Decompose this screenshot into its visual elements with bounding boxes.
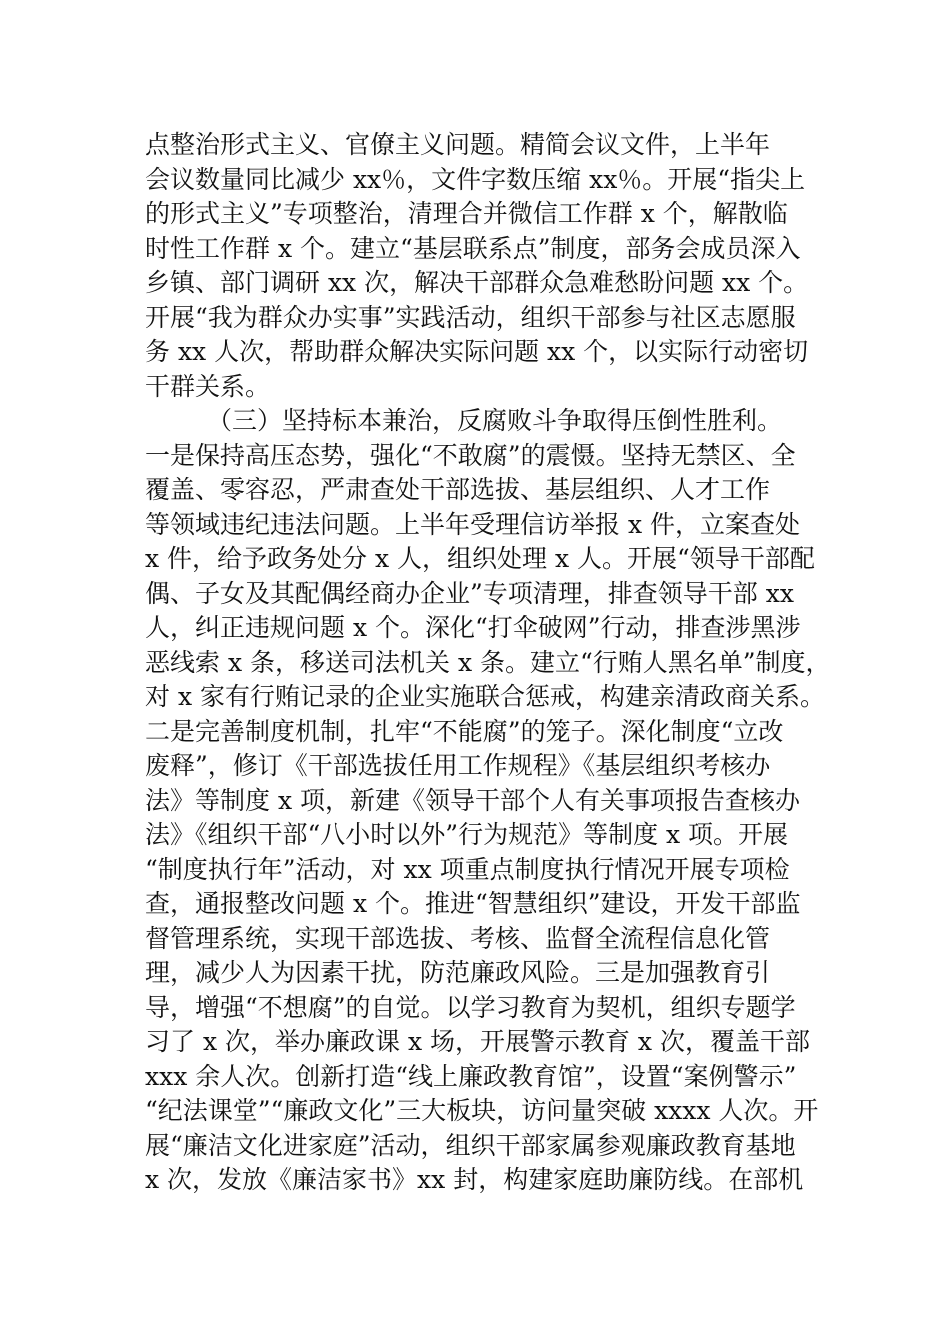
paragraph-line: x 次，发放《廉洁家书》xx 封，构建家庭助廉防线。在部机 bbox=[145, 1165, 804, 1194]
paragraph-line: 法》等制度 x 项，新建《领导干部个人有关事项报告查核办 bbox=[145, 785, 800, 815]
paragraph-line: 恶线索 x 条，移送司法机关 x 条。建立“行贿人黑名单”制度， bbox=[145, 647, 831, 677]
paragraph-line: 人，纠正违规问题 x 个。深化“打伞破网”行动，排查涉黑涉 bbox=[145, 613, 801, 642]
paragraph-line: 习了 x 次，举办廉政课 x 场，开展警示教育 x 次，覆盖干部 bbox=[145, 1027, 810, 1056]
paragraph-line: 覆盖、零容忍，严肃查处干部选拔、基层组织、人才工作 bbox=[145, 475, 771, 504]
paragraph-line: 对 x 家有行贿记录的企业实施联合惩戒，构建亲清政商关系。 bbox=[145, 682, 825, 711]
paragraph-line: 二是完善制度机制，扎牢“不能腐”的笼子。深化制度“立改 bbox=[145, 716, 784, 746]
paragraph-line: 一是保持高压态势，强化“不敢腐”的震慑。坚持无禁区、全 bbox=[145, 440, 796, 470]
section-heading-line: （三）坚持标本兼治，反腐败斗争取得压倒性胜利。 bbox=[207, 406, 783, 435]
paragraph-line: 偶、子女及其配偶经商办企业”专项清理，排查领导干部 xx bbox=[145, 578, 794, 608]
paragraph-line: xxx 余人次。创新打造“线上廉政教育馆”，设置“案例警示” bbox=[145, 1061, 797, 1091]
paragraph-line: 干群关系。 bbox=[145, 371, 271, 401]
paragraph-line: 乡镇、部门调研 xx 次，解决干部群众急难愁盼问题 xx 个。 bbox=[145, 268, 809, 297]
paragraph-line: 等领域违纪违法问题。上半年受理信访举报 x 件，立案查处 bbox=[145, 509, 800, 539]
document-body-text bbox=[145, 128, 831, 1198]
paragraph-line: 导，增强“不想腐”的自觉。以学习教育为契机，组织专题学 bbox=[145, 992, 796, 1022]
paragraph-line: 点整治形式主义、官僚主义问题。精简会议文件，上半年 bbox=[145, 130, 771, 159]
paragraph-line: 开展“我为群众办实事”实践活动，组织干部参与社区志愿服 bbox=[145, 302, 796, 332]
paragraph-line: 展“廉洁文化进家庭”活动，组织干部家属参观廉政教育基地 bbox=[145, 1130, 796, 1160]
paragraph-line: 查，通报整改问题 x 个。推进“智慧组织”建设，开发干部监 bbox=[145, 889, 801, 918]
paragraph-line: 法》《组织干部“八小时以外”行为规范》等制度 x 项。开展 bbox=[145, 820, 789, 849]
paragraph-line: 理，减少人为因素干扰，防范廉政风险。三是加强教育引 bbox=[145, 958, 771, 987]
paragraph-line: 时性工作群 x 个。建立“基层联系点”制度，部务会成员深入 bbox=[145, 233, 801, 263]
paragraph-line: 务 xx 人次，帮助群众解决实际问题 xx 个，以实际行动密切 bbox=[145, 337, 809, 366]
paragraph-line: “纪法课堂”“廉政文化”三大板块，访问量突破 xxxx 人次。开 bbox=[145, 1096, 819, 1125]
paragraph-line: 会议数量同比减少 xx％，文件字数压缩 xx％。开展“指尖上 bbox=[145, 164, 806, 194]
paragraph-line: 督管理系统，实现干部选拔、考核、监督全流程信息化管 bbox=[145, 923, 771, 953]
paragraph-line: “制度执行年”活动，对 xx 项重点制度执行情况开展专项检 bbox=[145, 854, 790, 884]
paragraph-line: 的形式主义”专项整治，清理合并微信工作群 x 个，解散临 bbox=[145, 199, 788, 228]
paragraph-line: 废释”，修订《干部选拔任用工作规程》《基层组织考核办 bbox=[145, 751, 771, 780]
paragraph-line: x 件，给予政务处分 x 人，组织处理 x 人。开展“领导干部配 bbox=[145, 544, 815, 573]
